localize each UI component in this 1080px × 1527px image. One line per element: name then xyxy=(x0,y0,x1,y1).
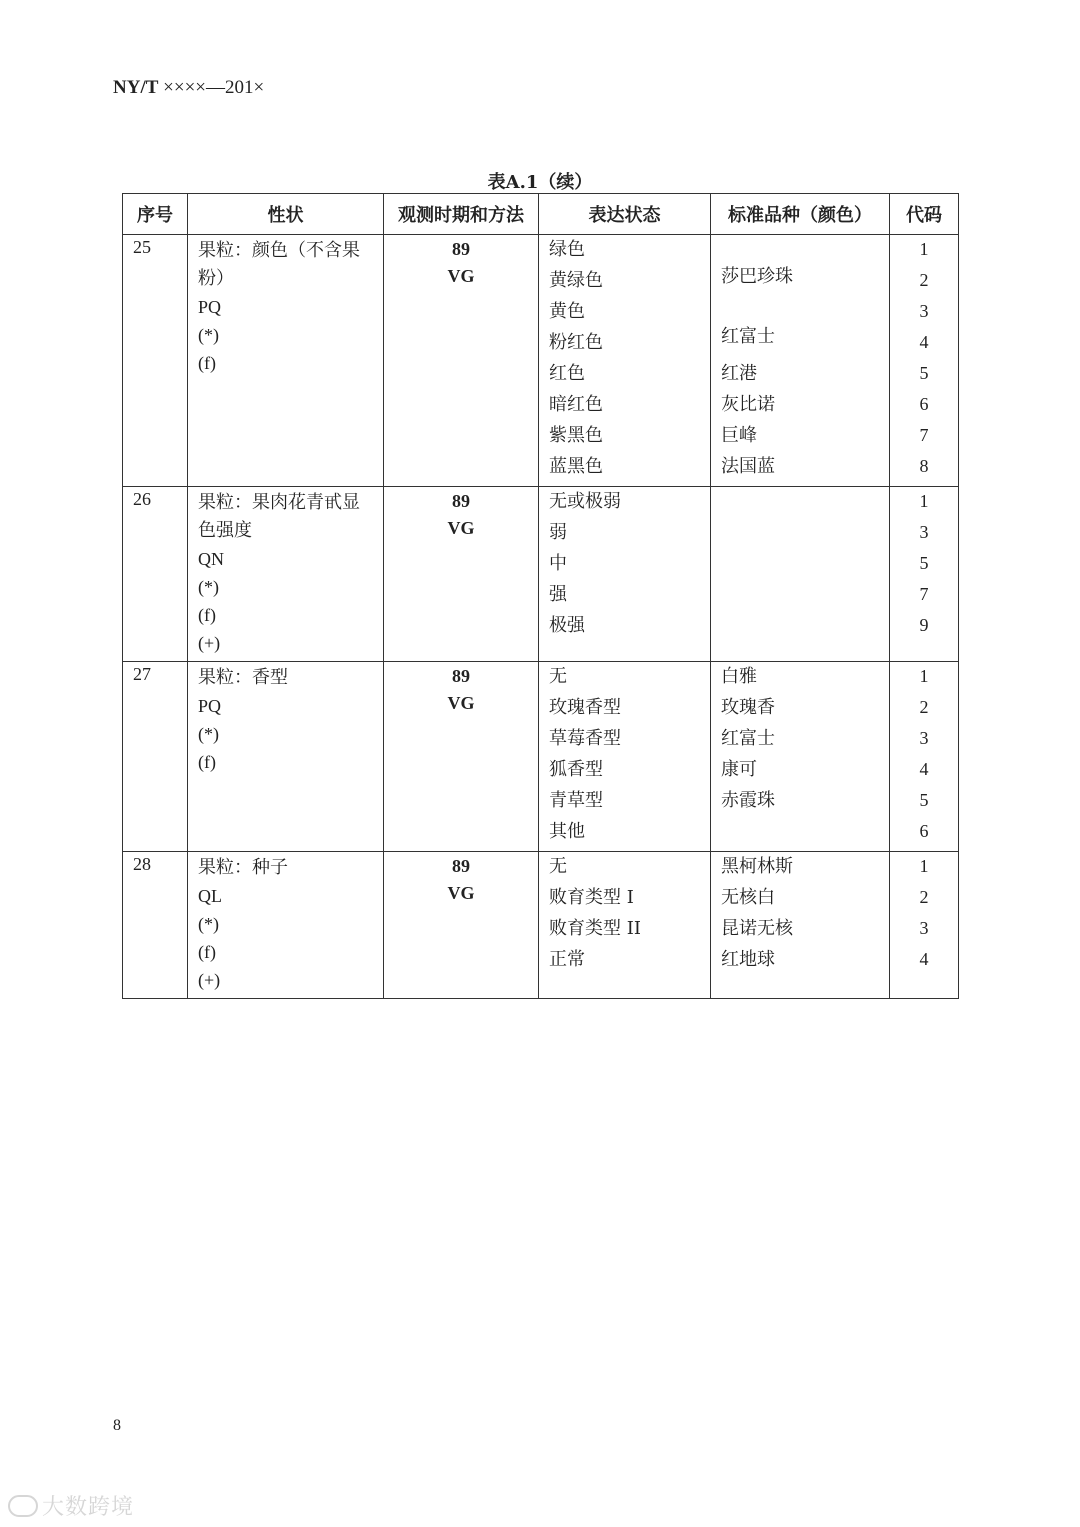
variety-item: 法国蓝 xyxy=(721,456,775,477)
method-cell xyxy=(384,487,539,662)
trait-flag: (+) xyxy=(198,633,221,653)
variety-cell xyxy=(711,487,890,662)
variety-cell xyxy=(711,235,890,487)
state-item: 草莓香型 xyxy=(549,728,621,749)
trait-cell xyxy=(188,852,384,999)
trait-flag: (*) xyxy=(198,577,219,597)
variety-item: 红富士 xyxy=(721,728,775,749)
trait-cell xyxy=(188,235,384,487)
code-item: 5 xyxy=(919,363,929,383)
table-row xyxy=(123,235,959,487)
variety-item: 白雅 xyxy=(721,666,757,687)
code-item: 1 xyxy=(919,491,929,511)
state-item: 绿色 xyxy=(549,239,585,260)
state-item: 青草型 xyxy=(549,790,603,811)
growth-stage: 89 xyxy=(452,666,470,686)
method-cell xyxy=(384,235,539,487)
state-cell xyxy=(539,852,711,999)
variety-item: 灰比诺 xyxy=(721,394,775,415)
variety-item: 红地球 xyxy=(721,949,775,970)
code-item: 3 xyxy=(919,728,929,748)
trait-name: 果粒：颜色（不含果粉） xyxy=(198,240,360,289)
table-row xyxy=(123,852,959,999)
row-number: 26 xyxy=(123,487,188,662)
state-cell xyxy=(539,235,711,487)
code-item: 4 xyxy=(919,332,929,352)
state-item: 粉红色 xyxy=(549,332,603,353)
code-item: 1 xyxy=(919,239,929,259)
trait-flag: (f) xyxy=(198,605,216,625)
page-number: 8 xyxy=(113,1417,121,1434)
code-cell xyxy=(890,487,959,662)
variety-item: 昆诺无核 xyxy=(721,918,793,939)
code-item: 2 xyxy=(919,697,929,717)
code-item: 4 xyxy=(919,759,929,779)
watermark-logo-icon xyxy=(8,1495,38,1517)
watermark xyxy=(8,1490,134,1521)
standard-code-suffix: ××××—201× xyxy=(158,77,265,98)
row-number: 25 xyxy=(123,235,188,487)
trait-type: QL xyxy=(198,886,222,906)
state-item: 红色 xyxy=(549,363,585,384)
standard-code-prefix: NY/T xyxy=(113,77,159,98)
code-item: 3 xyxy=(919,918,929,938)
column-header-no: 序号 xyxy=(123,194,188,235)
observation-method: VG xyxy=(447,883,475,903)
state-item: 狐香型 xyxy=(549,759,603,780)
state-item: 黄绿色 xyxy=(549,270,603,291)
document-code-header xyxy=(113,77,264,99)
trait-flag: (*) xyxy=(198,914,219,934)
trait-flag: (*) xyxy=(198,724,219,744)
code-item: 2 xyxy=(919,270,929,290)
trait-type: QN xyxy=(198,549,224,569)
state-item: 极强 xyxy=(549,615,585,636)
state-item: 弱 xyxy=(549,522,567,543)
state-item: 强 xyxy=(549,584,567,605)
code-item: 6 xyxy=(919,394,929,414)
state-item: 无 xyxy=(549,856,567,877)
table-caption: 表A.1（续） xyxy=(487,172,593,193)
trait-flag: (*) xyxy=(198,325,219,345)
code-cell xyxy=(890,235,959,487)
table-row xyxy=(123,487,959,662)
code-item: 2 xyxy=(919,887,929,907)
traits-table xyxy=(122,193,959,999)
variety-item: 红港 xyxy=(721,363,757,384)
variety-item: 赤霞珠 xyxy=(721,790,775,811)
variety-item: 无核白 xyxy=(721,887,775,908)
trait-cell xyxy=(188,662,384,852)
state-item: 中 xyxy=(549,553,567,574)
state-item: 无 xyxy=(549,666,567,687)
method-cell xyxy=(384,852,539,999)
code-item: 4 xyxy=(919,949,929,969)
variety-item: 玫瑰香 xyxy=(721,697,775,718)
code-cell xyxy=(890,662,959,852)
state-cell xyxy=(539,487,711,662)
trait-type: PQ xyxy=(198,696,222,716)
trait-name: 果粒：香型 xyxy=(198,667,288,688)
code-item: 1 xyxy=(919,856,929,876)
code-item: 8 xyxy=(919,456,929,476)
code-item: 7 xyxy=(919,425,929,445)
row-number: 28 xyxy=(123,852,188,999)
growth-stage: 89 xyxy=(452,239,470,259)
column-header-variety: 标准品种（颜色） xyxy=(711,194,890,235)
variety-item: 莎巴珍珠 xyxy=(721,266,793,287)
row-number: 27 xyxy=(123,662,188,852)
watermark-text: 大数跨境 xyxy=(42,1495,135,1520)
state-cell xyxy=(539,662,711,852)
observation-method: VG xyxy=(447,518,475,538)
code-item: 3 xyxy=(919,301,929,321)
column-header-code: 代码 xyxy=(890,194,959,235)
variety-item: 巨峰 xyxy=(721,425,757,446)
column-header-method: 观测时期和方法 xyxy=(384,194,539,235)
state-item: 蓝黑色 xyxy=(549,456,603,477)
trait-cell xyxy=(188,487,384,662)
code-item: 6 xyxy=(919,821,929,841)
variety-cell xyxy=(711,852,890,999)
state-item: 紫黑色 xyxy=(549,425,603,446)
growth-stage: 89 xyxy=(452,856,470,876)
trait-type: PQ xyxy=(198,297,222,317)
code-item: 5 xyxy=(919,553,929,573)
code-item: 7 xyxy=(919,584,929,604)
method-cell xyxy=(384,662,539,852)
code-item: 3 xyxy=(919,522,929,542)
trait-flag: (f) xyxy=(198,353,216,373)
observation-method: VG xyxy=(447,693,475,713)
column-header-state: 表达状态 xyxy=(539,194,711,235)
state-item: 其他 xyxy=(549,821,585,842)
state-item: 黄色 xyxy=(549,301,585,322)
state-item: 正常 xyxy=(549,949,585,970)
code-item: 9 xyxy=(919,615,929,635)
trait-name: 果粒：种子 xyxy=(198,857,288,878)
code-item: 1 xyxy=(919,666,929,686)
trait-name: 果粒：果肉花青甙显色强度 xyxy=(198,492,360,541)
table-row xyxy=(123,662,959,852)
column-header-trait: 性状 xyxy=(188,194,384,235)
variety-item: 红富士 xyxy=(721,326,775,347)
state-item: 无或极弱 xyxy=(549,491,621,512)
variety-item: 康可 xyxy=(721,759,757,780)
code-cell xyxy=(890,852,959,999)
trait-flag: (f) xyxy=(198,942,216,962)
state-item: 暗红色 xyxy=(549,394,603,415)
table-header-row xyxy=(123,194,959,235)
state-item: 玫瑰香型 xyxy=(549,697,621,718)
trait-flag: (+) xyxy=(198,970,221,990)
state-item: 败育类型 I xyxy=(549,887,634,908)
trait-flag: (f) xyxy=(198,752,216,772)
variety-cell xyxy=(711,662,890,852)
code-item: 5 xyxy=(919,790,929,810)
variety-item: 黑柯林斯 xyxy=(721,856,793,877)
growth-stage: 89 xyxy=(452,491,470,511)
state-item: 败育类型 II xyxy=(549,918,641,939)
observation-method: VG xyxy=(447,266,475,286)
